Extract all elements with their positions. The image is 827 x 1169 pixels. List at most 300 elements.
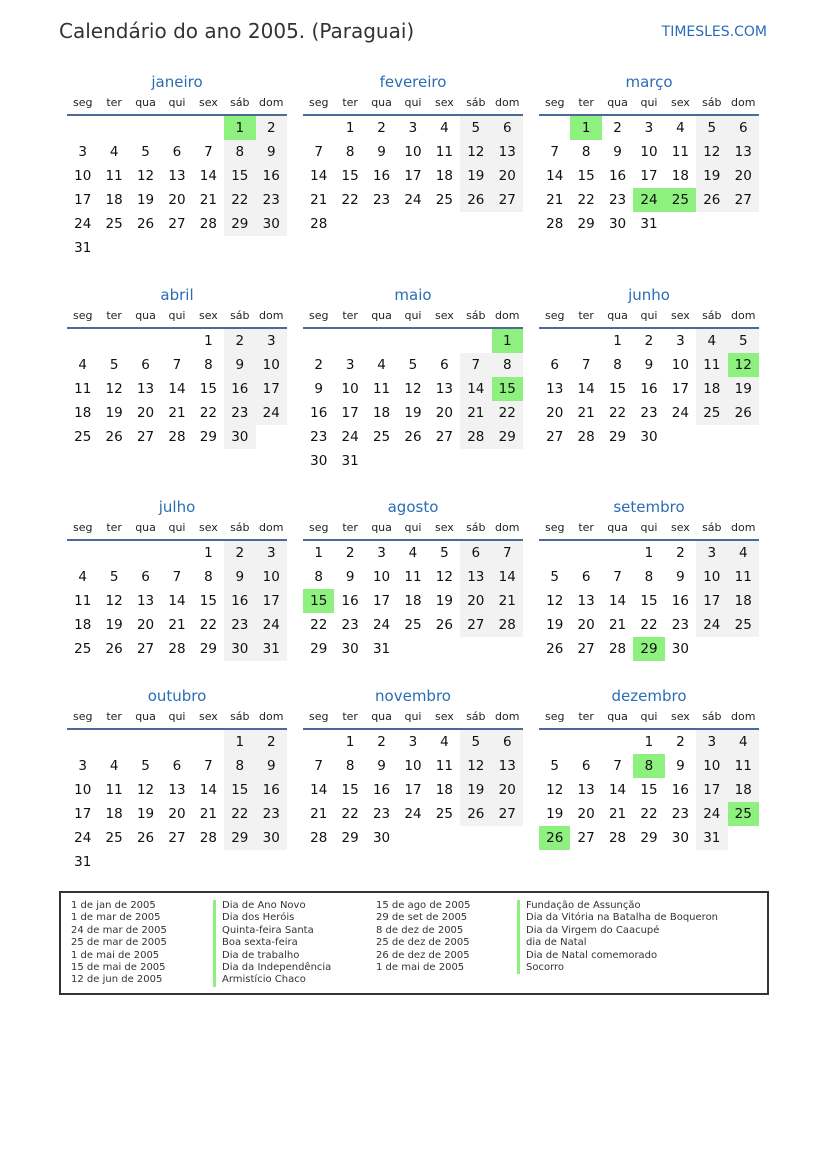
day-cell[interactable]: 23 — [671, 806, 689, 822]
day-cell[interactable]: 7 — [550, 144, 559, 160]
day-cell[interactable]: 2 — [644, 333, 654, 349]
day-cell[interactable]: 29 — [224, 826, 255, 850]
day-cell[interactable]: 30 — [256, 212, 287, 236]
day-cell[interactable]: 11 — [435, 144, 453, 160]
day-cell[interactable]: 26 — [105, 429, 123, 445]
day-cell[interactable]: 1 — [204, 545, 213, 561]
day-cell[interactable]: 13 — [577, 593, 595, 609]
day-cell[interactable]: 5 — [440, 545, 449, 561]
day-cell[interactable]: 21 — [546, 192, 564, 208]
day-cell[interactable]: 21 — [310, 806, 328, 822]
day-cell[interactable]: 2 — [377, 120, 386, 136]
day-cell[interactable]: 10 — [74, 782, 92, 798]
day-cell[interactable]: 25 — [372, 429, 391, 445]
day-cell[interactable]: 4 — [109, 144, 119, 160]
day-cell[interactable]: 16 — [671, 593, 689, 609]
day-cell[interactable]: 16 — [640, 381, 658, 397]
day-cell[interactable]: 27 — [577, 641, 595, 657]
day-cell[interactable]: 21 — [577, 405, 595, 421]
day-cell[interactable]: 20 — [577, 806, 595, 822]
day-cell[interactable]: 23 — [640, 405, 658, 421]
day-cell[interactable]: 13 — [492, 140, 523, 164]
day-cell[interactable]: 14 — [608, 782, 627, 798]
day-cell[interactable]: 30 — [256, 826, 287, 850]
day-cell[interactable]: 15 — [640, 782, 658, 798]
day-cell[interactable]: 12 — [460, 140, 491, 164]
day-cell[interactable]: 8 — [581, 144, 591, 160]
day-cell[interactable]: 6 — [492, 116, 523, 140]
day-cell[interactable]: 28 — [492, 613, 523, 637]
day-cell[interactable]: 28 — [546, 216, 564, 232]
day-cell[interactable]: 18 — [74, 617, 92, 633]
day-cell[interactable]: 21 — [492, 589, 523, 613]
day-cell[interactable]: 22 — [608, 405, 627, 421]
day-cell[interactable]: 2 — [613, 120, 622, 136]
day-cell[interactable]: 27 — [577, 830, 595, 846]
day-cell[interactable]: 11 — [372, 381, 391, 397]
day-cell[interactable]: 26 — [136, 216, 155, 232]
day-cell[interactable]: 9 — [377, 758, 386, 774]
day-cell[interactable]: 13 — [168, 168, 186, 184]
day-cell[interactable]: 4 — [408, 545, 418, 561]
day-cell[interactable]: 7 — [613, 569, 622, 585]
day-cell[interactable]: 19 — [460, 778, 491, 802]
day-cell[interactable]: 26 — [404, 429, 422, 445]
day-cell[interactable]: 15 — [640, 593, 658, 609]
day-cell[interactable]: 2 — [256, 730, 287, 754]
day-cell[interactable]: 28 — [608, 830, 627, 846]
day-cell[interactable]: 25 — [435, 192, 453, 208]
day-cell[interactable]: 22 — [341, 192, 359, 208]
day-cell[interactable]: 30 — [224, 425, 255, 449]
day-cell[interactable]: 11 — [404, 569, 422, 585]
day-cell[interactable]: 27 — [546, 429, 564, 445]
day-cell[interactable]: 18 — [728, 589, 759, 613]
day-cell[interactable]: 16 — [224, 377, 255, 401]
day-cell[interactable]: 30 — [310, 453, 328, 469]
day-cell[interactable]: 9 — [613, 144, 622, 160]
day-cell[interactable]: 6 — [141, 569, 150, 585]
day-cell[interactable]: 24 — [404, 192, 422, 208]
day-cell[interactable]: 4 — [696, 329, 727, 353]
day-cell[interactable]: 12 — [460, 754, 491, 778]
day-cell[interactable]: 6 — [440, 357, 449, 373]
day-cell[interactable]: 17 — [74, 192, 92, 208]
day-cell[interactable]: 22 — [341, 806, 359, 822]
day-cell[interactable]: 25 — [404, 617, 422, 633]
day-cell[interactable]: 22 — [224, 802, 255, 826]
day-cell[interactable]: 5 — [550, 569, 559, 585]
day-cell[interactable]: 6 — [492, 730, 523, 754]
day-cell[interactable]: 11 — [105, 782, 123, 798]
day-cell[interactable]: 3 — [256, 329, 287, 353]
day-cell[interactable]: 31 — [640, 216, 658, 232]
day-cell[interactable]: 11 — [105, 168, 123, 184]
day-cell[interactable]: 22 — [224, 188, 255, 212]
day-cell[interactable]: 19 — [546, 806, 564, 822]
day-cell[interactable]: 2 — [676, 545, 685, 561]
day-cell[interactable]: 18 — [728, 778, 759, 802]
day-cell[interactable]: 24 — [696, 613, 727, 637]
day-cell[interactable]: 28 — [310, 830, 328, 846]
day-cell[interactable]: 3 — [408, 734, 418, 750]
day-cell[interactable]: 11 — [728, 565, 759, 589]
day-cell[interactable]: 4 — [109, 758, 119, 774]
day-cell[interactable]: 21 — [608, 617, 627, 633]
day-cell[interactable]: 4 — [78, 357, 87, 373]
day-cell[interactable]: 29 — [640, 830, 658, 846]
day-cell[interactable]: 24 — [341, 429, 359, 445]
day-cell[interactable]: 5 — [141, 144, 150, 160]
holiday-day-cell[interactable]: 29 — [633, 637, 664, 661]
day-cell[interactable]: 14 — [199, 168, 217, 184]
day-cell[interactable]: 29 — [341, 830, 359, 846]
day-cell[interactable]: 12 — [105, 381, 123, 397]
day-cell[interactable]: 27 — [168, 216, 186, 232]
day-cell[interactable]: 13 — [168, 782, 186, 798]
holiday-day-cell[interactable]: 26 — [539, 826, 570, 850]
day-cell[interactable]: 26 — [460, 188, 491, 212]
day-cell[interactable]: 19 — [696, 164, 727, 188]
day-cell[interactable]: 14 — [199, 782, 217, 798]
day-cell[interactable]: 13 — [136, 381, 155, 397]
day-cell[interactable]: 21 — [168, 617, 186, 633]
day-cell[interactable]: 10 — [404, 758, 422, 774]
day-cell[interactable]: 17 — [404, 168, 422, 184]
day-cell[interactable]: 29 — [310, 641, 328, 657]
day-cell[interactable]: 30 — [671, 641, 689, 657]
day-cell[interactable]: 12 — [546, 782, 564, 798]
holiday-day-cell[interactable]: 25 — [728, 802, 759, 826]
day-cell[interactable]: 30 — [640, 429, 658, 445]
holiday-day-cell[interactable]: 1 — [492, 329, 523, 353]
day-cell[interactable]: 15 — [224, 778, 255, 802]
day-cell[interactable]: 19 — [105, 617, 123, 633]
day-cell[interactable]: 8 — [224, 754, 255, 778]
day-cell[interactable]: 3 — [345, 357, 355, 373]
day-cell[interactable]: 13 — [577, 782, 595, 798]
day-cell[interactable]: 28 — [168, 429, 186, 445]
day-cell[interactable]: 22 — [640, 806, 658, 822]
day-cell[interactable]: 23 — [310, 429, 328, 445]
day-cell[interactable]: 27 — [492, 802, 523, 826]
day-cell[interactable]: 7 — [492, 541, 523, 565]
day-cell[interactable]: 2 — [256, 116, 287, 140]
holiday-day-cell[interactable]: 1 — [570, 116, 601, 140]
day-cell[interactable]: 17 — [671, 381, 689, 397]
day-cell[interactable]: 11 — [435, 758, 453, 774]
day-cell[interactable]: 7 — [314, 758, 323, 774]
day-cell[interactable]: 15 — [341, 168, 359, 184]
day-cell[interactable]: 3 — [644, 120, 654, 136]
day-cell[interactable]: 11 — [74, 593, 92, 609]
day-cell[interactable]: 16 — [608, 168, 627, 184]
day-cell[interactable]: 23 — [341, 617, 359, 633]
day-cell[interactable]: 28 — [608, 641, 627, 657]
day-cell[interactable]: 10 — [640, 144, 658, 160]
day-cell[interactable]: 20 — [728, 164, 759, 188]
day-cell[interactable]: 14 — [577, 381, 595, 397]
day-cell[interactable]: 28 — [168, 641, 186, 657]
day-cell[interactable]: 13 — [460, 565, 491, 589]
day-cell[interactable]: 24 — [696, 802, 727, 826]
day-cell[interactable]: 3 — [256, 541, 287, 565]
day-cell[interactable]: 31 — [74, 240, 92, 256]
day-cell[interactable]: 30 — [341, 641, 359, 657]
day-cell[interactable]: 1 — [613, 333, 622, 349]
day-cell[interactable]: 11 — [74, 381, 92, 397]
day-cell[interactable]: 8 — [345, 758, 355, 774]
day-cell[interactable]: 14 — [608, 593, 627, 609]
day-cell[interactable]: 10 — [696, 565, 727, 589]
day-cell[interactable]: 20 — [136, 617, 155, 633]
day-cell[interactable]: 20 — [492, 778, 523, 802]
day-cell[interactable]: 27 — [136, 429, 155, 445]
day-cell[interactable]: 9 — [314, 381, 323, 397]
day-cell[interactable]: 22 — [199, 617, 217, 633]
day-cell[interactable]: 6 — [550, 357, 559, 373]
day-cell[interactable]: 17 — [696, 589, 727, 613]
day-cell[interactable]: 6 — [141, 357, 150, 373]
day-cell[interactable]: 7 — [172, 357, 182, 373]
day-cell[interactable]: 19 — [460, 164, 491, 188]
day-cell[interactable]: 16 — [310, 405, 328, 421]
day-cell[interactable]: 29 — [199, 641, 217, 657]
day-cell[interactable]: 19 — [546, 617, 564, 633]
day-cell[interactable]: 25 — [696, 401, 727, 425]
day-cell[interactable]: 20 — [577, 617, 595, 633]
day-cell[interactable]: 18 — [372, 405, 391, 421]
day-cell[interactable]: 6 — [581, 758, 591, 774]
day-cell[interactable]: 5 — [141, 758, 150, 774]
day-cell[interactable]: 1 — [314, 545, 323, 561]
day-cell[interactable]: 21 — [199, 806, 217, 822]
day-cell[interactable]: 28 — [199, 830, 217, 846]
day-cell[interactable]: 12 — [404, 381, 422, 397]
day-cell[interactable]: 7 — [204, 144, 213, 160]
day-cell[interactable]: 17 — [256, 377, 287, 401]
day-cell[interactable]: 27 — [168, 830, 186, 846]
day-cell[interactable]: 3 — [78, 144, 87, 160]
day-cell[interactable]: 15 — [608, 381, 627, 397]
day-cell[interactable]: 5 — [728, 329, 759, 353]
day-cell[interactable]: 3 — [78, 758, 87, 774]
day-cell[interactable]: 6 — [172, 144, 182, 160]
day-cell[interactable]: 27 — [460, 613, 491, 637]
day-cell[interactable]: 2 — [224, 329, 255, 353]
day-cell[interactable]: 5 — [460, 730, 491, 754]
day-cell[interactable]: 24 — [372, 617, 391, 633]
day-cell[interactable]: 9 — [644, 357, 654, 373]
day-cell[interactable]: 24 — [404, 806, 422, 822]
day-cell[interactable]: 26 — [435, 617, 453, 633]
day-cell[interactable]: 24 — [671, 405, 689, 421]
day-cell[interactable]: 12 — [546, 593, 564, 609]
day-cell[interactable]: 29 — [199, 429, 217, 445]
day-cell[interactable]: 8 — [204, 357, 213, 373]
day-cell[interactable]: 25 — [74, 429, 92, 445]
day-cell[interactable]: 6 — [172, 758, 182, 774]
day-cell[interactable]: 24 — [74, 216, 92, 232]
day-cell[interactable]: 28 — [199, 216, 217, 232]
day-cell[interactable]: 13 — [546, 381, 564, 397]
day-cell[interactable]: 7 — [314, 144, 323, 160]
day-cell[interactable]: 15 — [341, 782, 359, 798]
day-cell[interactable]: 12 — [105, 593, 123, 609]
day-cell[interactable]: 28 — [460, 425, 491, 449]
day-cell[interactable]: 23 — [372, 192, 391, 208]
day-cell[interactable]: 14 — [310, 168, 328, 184]
day-cell[interactable]: 26 — [460, 802, 491, 826]
day-cell[interactable]: 15 — [224, 164, 255, 188]
day-cell[interactable]: 16 — [256, 778, 287, 802]
day-cell[interactable]: 9 — [377, 144, 386, 160]
day-cell[interactable]: 18 — [105, 192, 123, 208]
day-cell[interactable]: 22 — [310, 617, 328, 633]
day-cell[interactable]: 18 — [696, 377, 727, 401]
day-cell[interactable]: 11 — [696, 353, 727, 377]
day-cell[interactable]: 4 — [440, 734, 449, 750]
day-cell[interactable]: 11 — [671, 144, 689, 160]
day-cell[interactable]: 20 — [492, 164, 523, 188]
day-cell[interactable]: 25 — [435, 806, 453, 822]
day-cell[interactable]: 3 — [696, 730, 727, 754]
day-cell[interactable]: 16 — [671, 782, 689, 798]
day-cell[interactable]: 24 — [74, 830, 92, 846]
day-cell[interactable]: 12 — [696, 140, 727, 164]
day-cell[interactable]: 1 — [345, 734, 355, 750]
day-cell[interactable]: 5 — [460, 116, 491, 140]
day-cell[interactable]: 25 — [105, 216, 123, 232]
day-cell[interactable]: 22 — [577, 192, 595, 208]
day-cell[interactable]: 1 — [204, 333, 213, 349]
day-cell[interactable]: 3 — [377, 545, 386, 561]
day-cell[interactable]: 22 — [199, 405, 217, 421]
day-cell[interactable]: 9 — [224, 565, 255, 589]
day-cell[interactable]: 6 — [728, 116, 759, 140]
day-cell[interactable]: 13 — [435, 381, 453, 397]
day-cell[interactable]: 23 — [608, 192, 627, 208]
day-cell[interactable]: 23 — [224, 401, 255, 425]
day-cell[interactable]: 7 — [581, 357, 591, 373]
day-cell[interactable]: 31 — [74, 854, 92, 870]
day-cell[interactable]: 10 — [404, 144, 422, 160]
day-cell[interactable]: 17 — [74, 806, 92, 822]
day-cell[interactable]: 23 — [671, 617, 689, 633]
day-cell[interactable]: 8 — [224, 140, 255, 164]
day-cell[interactable]: 17 — [696, 778, 727, 802]
day-cell[interactable]: 7 — [204, 758, 213, 774]
day-cell[interactable]: 9 — [256, 754, 287, 778]
day-cell[interactable]: 23 — [224, 613, 255, 637]
day-cell[interactable]: 7 — [613, 758, 622, 774]
day-cell[interactable]: 5 — [109, 357, 119, 373]
day-cell[interactable]: 19 — [136, 192, 155, 208]
day-cell[interactable]: 29 — [608, 429, 627, 445]
day-cell[interactable]: 21 — [460, 401, 491, 425]
day-cell[interactable]: 4 — [440, 120, 449, 136]
day-cell[interactable]: 16 — [224, 589, 255, 613]
day-cell[interactable]: 14 — [310, 782, 328, 798]
day-cell[interactable]: 12 — [136, 168, 155, 184]
day-cell[interactable]: 23 — [256, 802, 287, 826]
day-cell[interactable]: 2 — [345, 545, 355, 561]
day-cell[interactable]: 7 — [460, 353, 491, 377]
holiday-day-cell[interactable]: 25 — [665, 188, 696, 212]
day-cell[interactable]: 22 — [492, 401, 523, 425]
holiday-day-cell[interactable]: 12 — [728, 353, 759, 377]
day-cell[interactable]: 11 — [728, 754, 759, 778]
day-cell[interactable]: 14 — [492, 565, 523, 589]
day-cell[interactable]: 7 — [172, 569, 182, 585]
brand-link[interactable]: TIMESLES.COM — [661, 24, 767, 40]
day-cell[interactable]: 21 — [168, 405, 186, 421]
day-cell[interactable]: 27 — [435, 429, 453, 445]
day-cell[interactable]: 14 — [546, 168, 564, 184]
day-cell[interactable]: 13 — [136, 593, 155, 609]
day-cell[interactable]: 8 — [345, 144, 355, 160]
day-cell[interactable]: 26 — [696, 188, 727, 212]
day-cell[interactable]: 17 — [341, 405, 359, 421]
day-cell[interactable]: 9 — [224, 353, 255, 377]
day-cell[interactable]: 29 — [577, 216, 595, 232]
day-cell[interactable]: 4 — [676, 120, 685, 136]
day-cell[interactable]: 14 — [168, 381, 186, 397]
day-cell[interactable]: 20 — [546, 405, 564, 421]
day-cell[interactable]: 18 — [435, 168, 453, 184]
day-cell[interactable]: 8 — [644, 569, 654, 585]
day-cell[interactable]: 5 — [109, 569, 119, 585]
day-cell[interactable]: 23 — [256, 188, 287, 212]
day-cell[interactable]: 4 — [78, 569, 87, 585]
day-cell[interactable]: 16 — [341, 593, 359, 609]
day-cell[interactable]: 16 — [372, 782, 391, 798]
day-cell[interactable]: 13 — [728, 140, 759, 164]
day-cell[interactable]: 21 — [310, 192, 328, 208]
day-cell[interactable]: 19 — [728, 377, 759, 401]
day-cell[interactable]: 20 — [435, 405, 453, 421]
day-cell[interactable]: 12 — [435, 569, 453, 585]
day-cell[interactable]: 2 — [314, 357, 323, 373]
day-cell[interactable]: 10 — [696, 754, 727, 778]
day-cell[interactable]: 31 — [696, 826, 727, 850]
day-cell[interactable]: 26 — [136, 830, 155, 846]
day-cell[interactable]: 23 — [372, 806, 391, 822]
day-cell[interactable]: 8 — [492, 353, 523, 377]
day-cell[interactable]: 3 — [676, 333, 685, 349]
day-cell[interactable]: 30 — [671, 830, 689, 846]
day-cell[interactable]: 27 — [492, 188, 523, 212]
day-cell[interactable]: 24 — [256, 401, 287, 425]
day-cell[interactable]: 26 — [546, 641, 564, 657]
day-cell[interactable]: 6 — [581, 569, 591, 585]
day-cell[interactable]: 4 — [377, 357, 386, 373]
day-cell[interactable]: 10 — [256, 565, 287, 589]
holiday-day-cell[interactable]: 1 — [224, 116, 255, 140]
day-cell[interactable]: 4 — [728, 541, 759, 565]
day-cell[interactable]: 15 — [199, 381, 217, 397]
day-cell[interactable]: 16 — [372, 168, 391, 184]
day-cell[interactable]: 25 — [74, 641, 92, 657]
day-cell[interactable]: 17 — [640, 168, 658, 184]
day-cell[interactable]: 17 — [404, 782, 422, 798]
day-cell[interactable]: 29 — [492, 425, 523, 449]
day-cell[interactable]: 10 — [671, 357, 689, 373]
day-cell[interactable]: 30 — [608, 216, 627, 232]
day-cell[interactable]: 26 — [728, 401, 759, 425]
day-cell[interactable]: 18 — [435, 782, 453, 798]
day-cell[interactable]: 18 — [105, 806, 123, 822]
